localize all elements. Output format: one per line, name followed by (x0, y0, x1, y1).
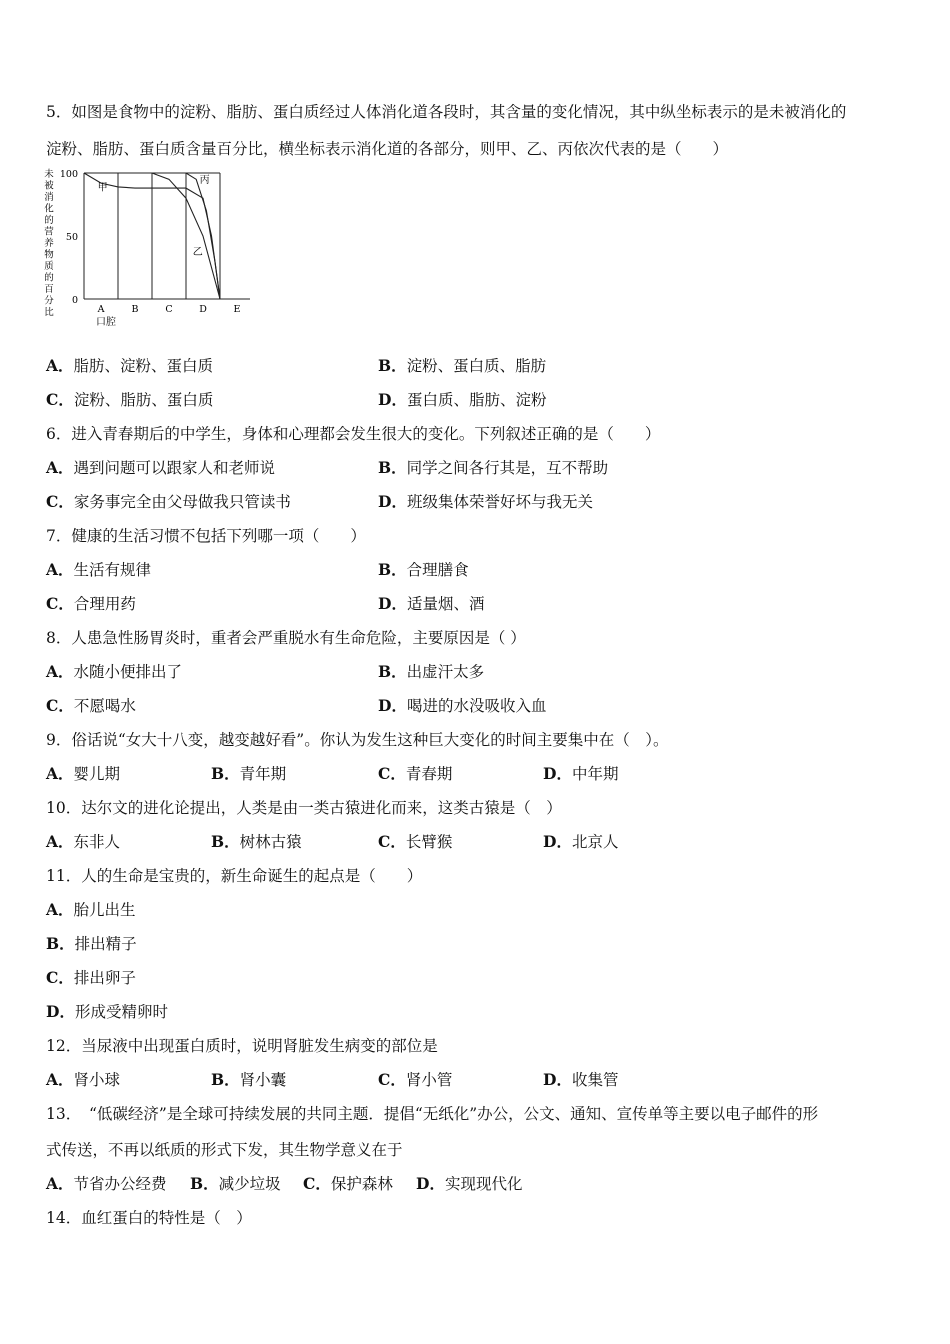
q7-stem: 7．健康的生活习惯不包括下列哪一项（ ） (46, 527, 366, 545)
q9-option-b[interactable]: B．青年期 (211, 764, 287, 783)
ylabel-char: 养 (44, 238, 54, 249)
q12-option-c[interactable]: C．肾小管 (378, 1070, 453, 1089)
q5-stem-line2: 淀粉、脂肪、蛋白质含量百分比，横坐标表示消化道的各部分，则甲、乙、丙依次代表的是（ ） (46, 140, 729, 158)
q10-option-a[interactable]: A．东非人 (46, 832, 121, 851)
q10-stem: 10．达尔文的进化论提出，人类是由一类古猿进化而来，这类古猿是（ ） (46, 799, 562, 817)
q9-stem: 9．俗话说“女大十八变，越变越好看”。你认为发生这种巨大变化的时间主要集中在（ ）。 (46, 731, 669, 749)
ylabel-char: 质 (44, 261, 54, 272)
q9-option-c[interactable]: C．青春期 (378, 764, 453, 783)
q5-option-c[interactable]: C．淀粉、脂肪、蛋白质 (46, 390, 214, 409)
q13-option-a[interactable]: A．节省办公经费 (46, 1174, 167, 1193)
q6-option-b[interactable]: B．同学之间各行其是，互不帮助 (378, 458, 609, 477)
q13-option-c[interactable]: C．保护森林 (303, 1174, 393, 1193)
chart-frame (84, 173, 250, 299)
q5-option-b[interactable]: B．淀粉、蛋白质、脂肪 (378, 356, 547, 375)
series-label: 乙 (192, 246, 203, 258)
q10-option-b[interactable]: B．树林古猿 (211, 832, 302, 851)
y-tick-label: 50 (65, 232, 78, 243)
x-tick-label: B (131, 304, 139, 315)
ylabel-char: 消 (44, 192, 54, 203)
q13-option-b[interactable]: B．减少垃圾 (190, 1174, 281, 1193)
chart-yticks (60, 169, 78, 306)
y-tick-label: 100 (59, 169, 78, 180)
x-tick-label: E (233, 304, 241, 315)
q8-option-c[interactable]: C．不愿喝水 (46, 696, 136, 715)
q5-option-d[interactable]: D．蛋白质、脂肪、淀粉 (378, 390, 547, 409)
chart-xticks (97, 304, 241, 315)
ylabel-char: 被 (44, 180, 54, 192)
series-label: 甲 (97, 182, 108, 194)
chart-xlabel: 口腔 (96, 317, 116, 328)
ylabel-char: 比 (44, 307, 54, 318)
series-label: 丙 (199, 175, 210, 187)
q8-stem: 8．人患急性肠胃炎时，重者会严重脱水有生命危险，主要原因是（ ） (46, 629, 526, 647)
q6-option-c[interactable]: C．家务事完全由父母做我只管读书 (46, 492, 291, 511)
q12-stem: 12．当尿液中出现蛋白质时，说明肾脏发生病变的部位是 (46, 1037, 438, 1055)
q9-option-d[interactable]: D．中年期 (543, 764, 619, 783)
q13-stem-line2: 式传送，不再以纸质的形式下发，其生物学意义在于 (46, 1141, 403, 1159)
q11-stem: 11．人的生命是宝贵的，新生命诞生的起点是（ ） (46, 867, 423, 885)
q6-option-d[interactable]: D．班级集体荣誉好坏与我无关 (378, 492, 593, 511)
q7-option-a[interactable]: A．生活有规律 (46, 560, 152, 579)
ylabel-char: 的 (44, 272, 54, 284)
q7-option-d[interactable]: D．适量烟、酒 (378, 594, 485, 613)
q9-option-a[interactable]: A．婴儿期 (46, 764, 121, 783)
q5-digestion-chart (40, 165, 260, 335)
q11-option-d[interactable]: D．形成受精卵时 (46, 1002, 168, 1021)
q7-option-c[interactable]: C．合理用药 (46, 594, 136, 613)
q10-option-d[interactable]: D．北京人 (543, 832, 619, 851)
q12-option-a[interactable]: A．肾小球 (46, 1070, 121, 1089)
y-tick-label: 0 (71, 295, 78, 306)
x-tick-label: C (165, 304, 173, 315)
chart-ylabel (44, 168, 54, 318)
ylabel-char: 的 (44, 215, 54, 226)
q7-option-b[interactable]: B．合理膳食 (378, 560, 469, 579)
ylabel-char: 物 (44, 249, 54, 261)
ylabel-char: 未 (44, 169, 54, 180)
q5-stem-line1: 5．如图是食物中的淀粉、脂肪、蛋白质经过人体消化道各段时，其含量的变化情况，其中纵坐标表示的是未被消化的 (46, 103, 847, 121)
q8-option-b[interactable]: B．出虚汗太多 (378, 662, 485, 681)
ylabel-char: 营 (44, 226, 54, 238)
q8-option-d[interactable]: D．喝进的水没吸收入血 (378, 696, 547, 715)
x-tick-label: A (97, 304, 105, 315)
q5-option-a[interactable]: A．脂肪、淀粉、蛋白质 (46, 356, 214, 375)
q11-option-b[interactable]: B．排出精子 (46, 934, 137, 953)
q6-stem: 6．进入青春期后的中学生，身体和心理都会发生很大的变化。下列叙述正确的是（ ） (46, 425, 661, 443)
q12-option-d[interactable]: D．收集管 (543, 1070, 619, 1089)
q13-option-d[interactable]: D．实现现代化 (416, 1174, 523, 1193)
q12-option-b[interactable]: B．肾小囊 (211, 1070, 287, 1089)
x-tick-label: D (199, 304, 207, 315)
ylabel-char: 化 (44, 203, 54, 215)
q6-option-a[interactable]: A．遇到问题可以跟家人和老师说 (46, 458, 276, 477)
q13-stem-line1: 13． “低碳经济”是全球可持续发展的共同主题．提倡“无纸化”办公，公文、通知、宣传单等主要以电子邮件的形 (46, 1105, 819, 1123)
q8-option-a[interactable]: A．水随小便排出了 (46, 662, 183, 681)
q11-option-c[interactable]: C．排出卵子 (46, 968, 136, 987)
ylabel-char: 分 (44, 295, 54, 307)
ylabel-char: 百 (44, 284, 54, 295)
q10-option-c[interactable]: C．长臂猴 (378, 832, 453, 851)
q14-stem: 14．血红蛋白的特性是（ ） (46, 1209, 252, 1227)
q11-option-a[interactable]: A．胎儿出生 (46, 900, 136, 919)
